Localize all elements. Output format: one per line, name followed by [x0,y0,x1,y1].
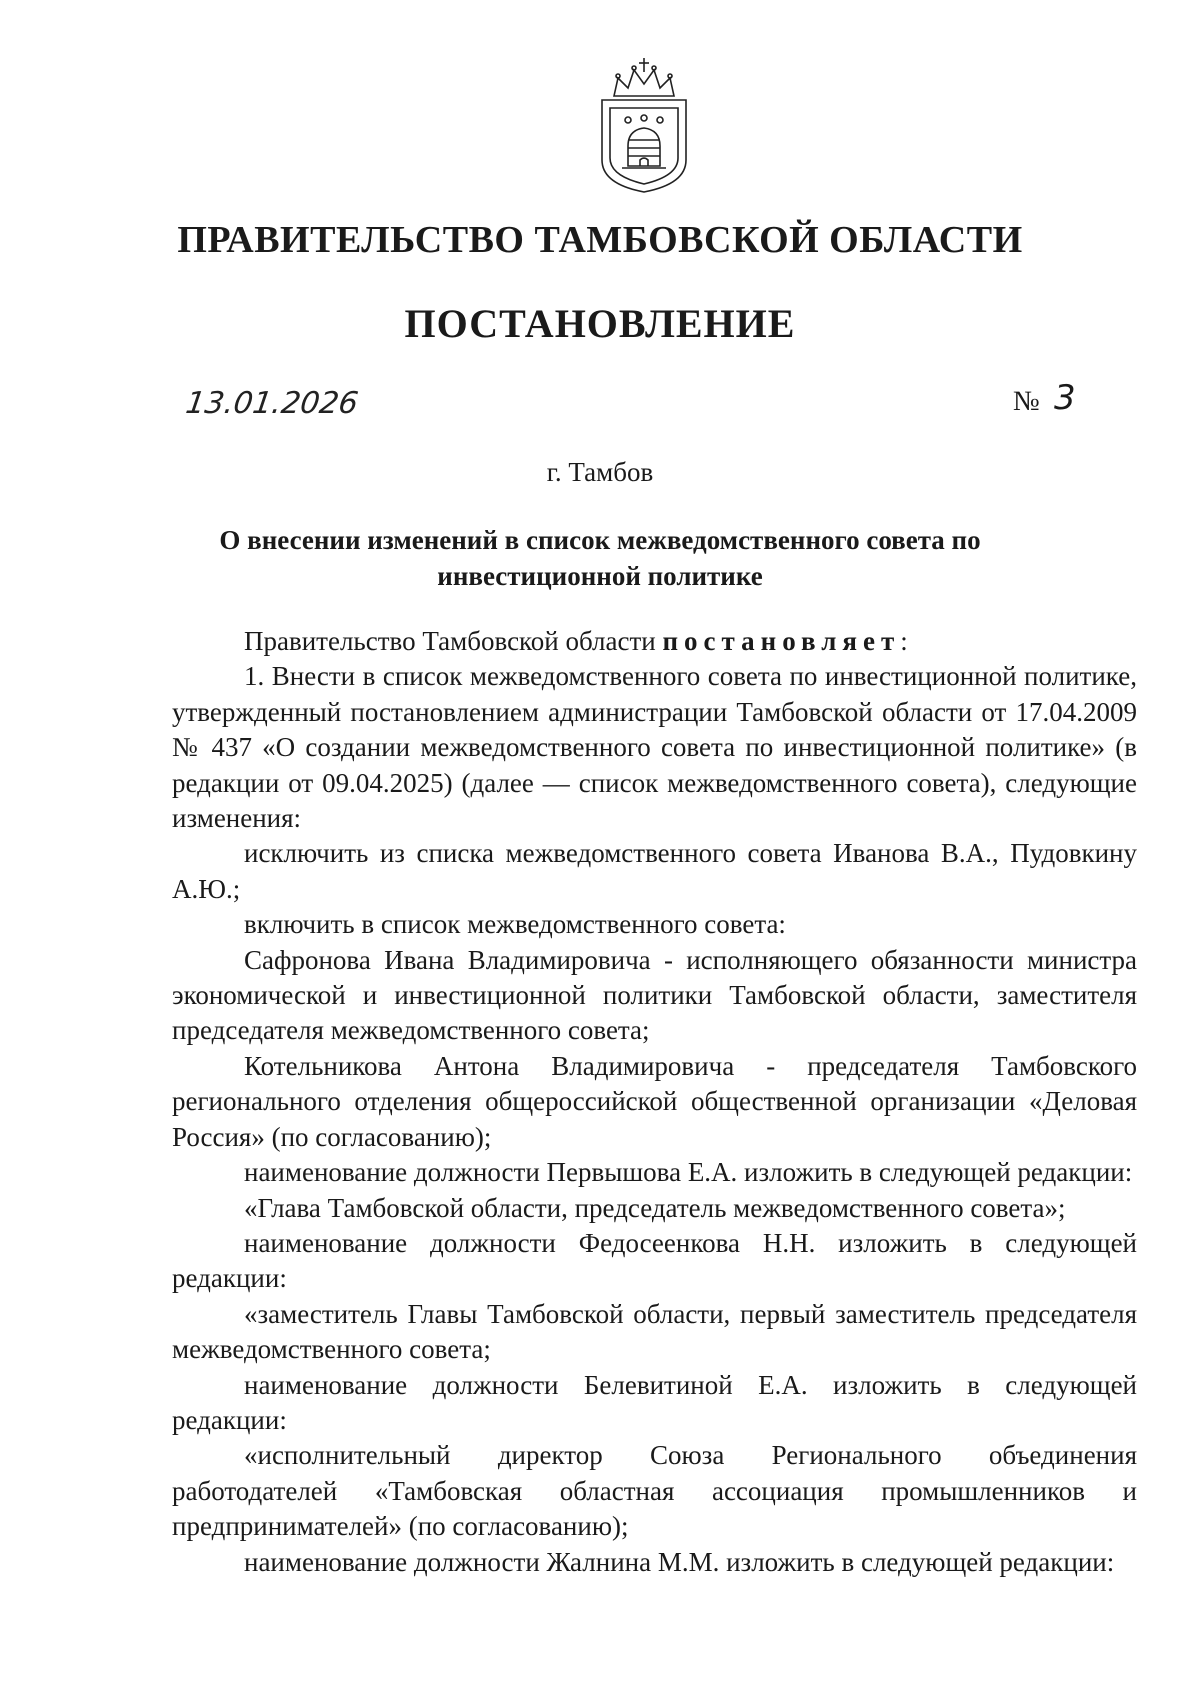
coat-of-arms-icon [588,48,700,198]
paragraph-1: 1. Внести в список межведомственного совета по инвестиционной политике, утвержденный постановлением администрации Тамбовской области от 17.04.2009 № 437 «О создании межведомственного совета по инвестиционной политике» (в редакции от 09.04.2025) (далее — список межведомственного совета), следующие изменения: [172,661,1137,834]
city: г. Тамбов [546,457,654,487]
number-label: № [1013,386,1040,417]
intro-colon: : [900,626,908,656]
paragraph-12: наименование должности Жалнина М.М. изложить в следующей редакции: [244,1546,1115,1577]
paragraph-8: наименование должности Федосеенкова Н.Н. изложить в следующей редакции: [172,1227,1137,1294]
paragraph-4: Сафронова Ивана Владимировича - исполняющего обязанности министра экономической и инвестиционной политики Тамбовской области, заместителя председателя межведомственного совета; [172,944,1137,1046]
document-subject: О внесении изменений в список межведомственного совета по инвестиционной политике [219,525,981,591]
paragraph-9: «заместитель Главы Тамбовской области, первый заместитель председателя межведомственного совета; [172,1298,1137,1365]
document-body [172,624,1137,1580]
document-type: ПОСТАНОВЛЕНИЕ [404,301,796,346]
intro-paragraph [172,624,1137,659]
paragraph-6: наименование должности Первышова Е.А. изложить в следующей редакции: [244,1157,1133,1188]
intro-text: Правительство Тамбовской области [244,626,656,656]
document-number: 3 [1054,378,1076,418]
paragraph-2: исключить из списка межведомственного совета Иванова В.А., Пудовкину А.Ю.; [172,838,1137,904]
paragraph-3: включить в список межведомственного совета: [244,909,786,940]
paragraph-7: «Глава Тамбовской области, председатель межведомственного совета»; [244,1192,1066,1223]
document-date: 13.01.2026 [183,386,361,421]
paragraph-5: Котельникова Антона Владимировича - председателя Тамбовского регионального отделения общероссийской общественной организации «Деловая Россия» (по согласованию); [172,1050,1137,1152]
intro-verb: постановляет [662,626,901,656]
paragraph-11: «исполнительный директор Союза Регионального объединения работодателей «Тамбовская областная ассоциация промышленников и предпринимателей» (по согласованию); [172,1440,1137,1542]
paragraph-10: наименование должности Белевитиной Е.А. изложить в следующей редакции: [172,1369,1137,1435]
organization-title: ПРАВИТЕЛЬСТВО ТАМБОВСКОЙ ОБЛАСТИ [177,219,1023,261]
